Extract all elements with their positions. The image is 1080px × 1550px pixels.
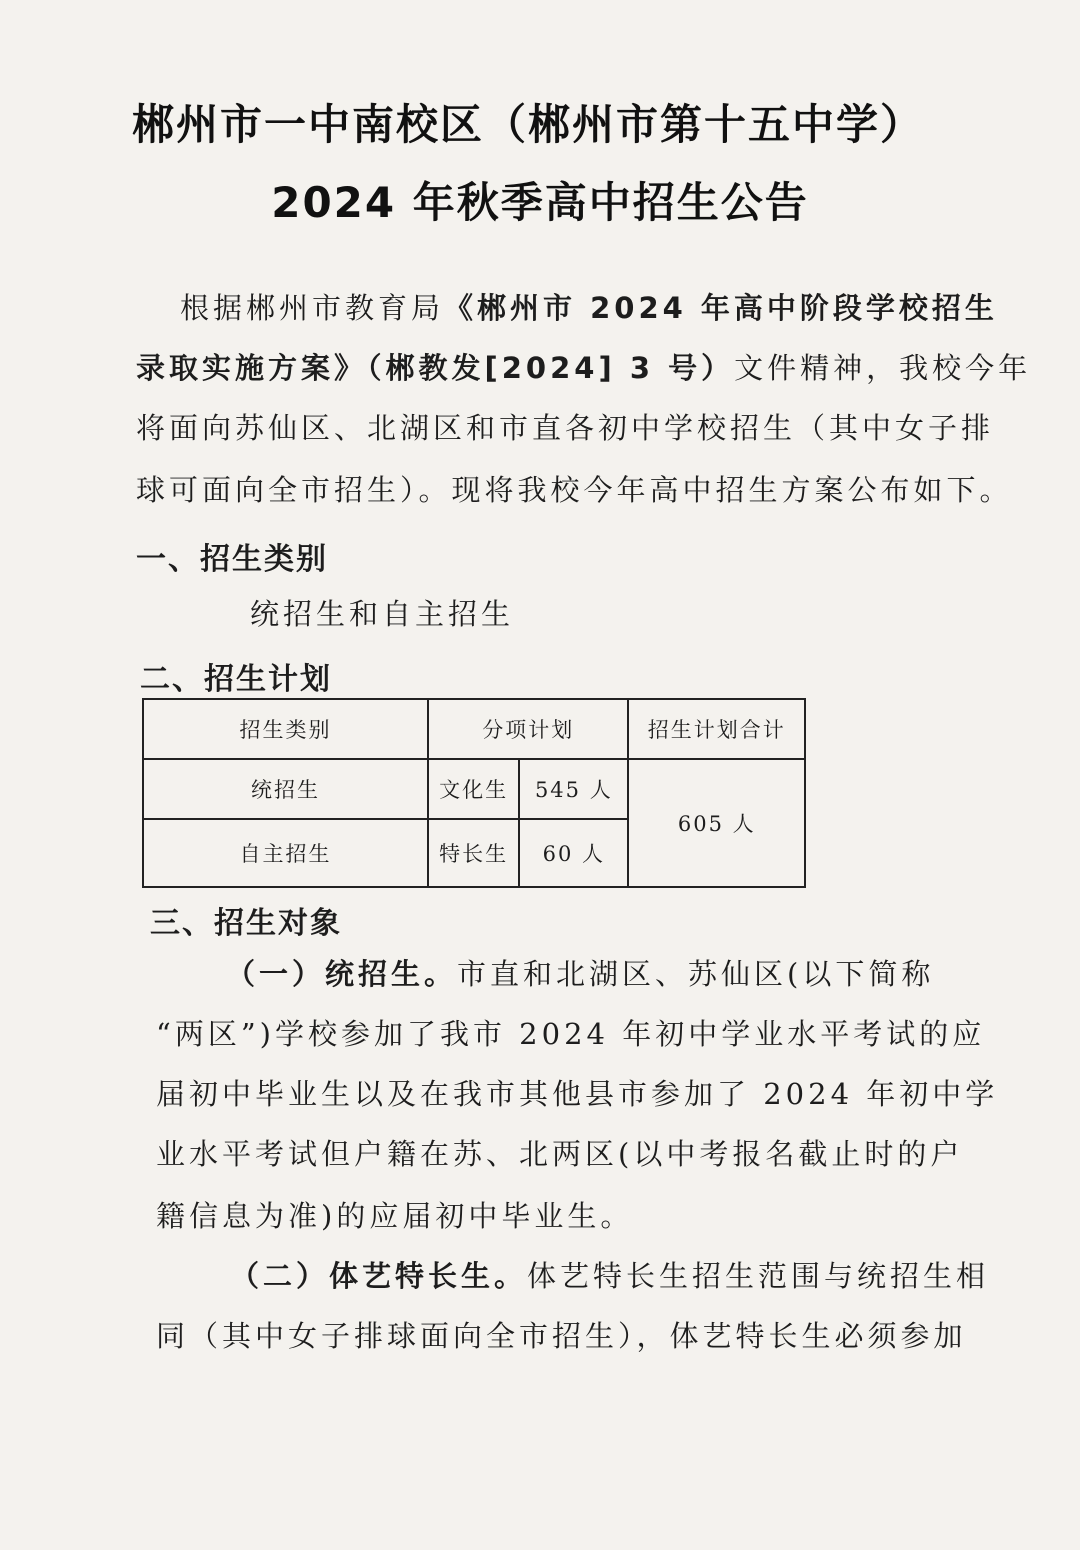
intro-text: 根据郴州市教育局 — [180, 291, 445, 325]
intro-line-3: 将面向苏仙区、北湖区和市直各初中学校招生（其中女子排 — [136, 411, 995, 445]
table-row — [143, 759, 805, 819]
targets-p1-line-5: 籍信息为准)的应届初中毕业生。 — [156, 1199, 634, 1233]
section-body-categories: 统招生和自主招生 — [250, 597, 515, 631]
table-header-cell: 招生计划合计 — [628, 699, 805, 759]
targets-p1-line-1 — [226, 954, 934, 994]
intro-line-2 — [136, 348, 1031, 388]
table-cell-total: 605 人 — [628, 759, 805, 887]
table-cell-count: 60 人 — [519, 819, 628, 887]
targets-p2-line-1 — [230, 1256, 989, 1296]
intro-line-1 — [180, 288, 998, 328]
section-heading-plan: 二、招生计划 — [140, 662, 332, 697]
targets-p1-line-2: “两区”)学校参加了我市 2024 年初中学业水平考试的应 — [156, 1017, 986, 1051]
paragraph-text: 市直和北湖区、苏仙区(以下简称 — [457, 957, 935, 991]
document-title-line1: 郴州市一中南校区（郴州市第十五中学） — [131, 100, 924, 149]
enrollment-plan-table — [142, 698, 806, 888]
table-cell-sub: 文化生 — [428, 759, 519, 819]
targets-p1-line-4: 业水平考试但户籍在苏、北两区(以中考报名截止时的户 — [156, 1137, 964, 1171]
targets-p2-line-2: 同（其中女子排球面向全市招生），体艺特长生必须参加 — [156, 1319, 967, 1353]
table-cell-count: 545 人 — [519, 759, 628, 819]
table-cell-sub: 特长生 — [428, 819, 519, 887]
document-title-line2: 2024 年秋季高中招生公告 — [271, 178, 809, 227]
intro-text: 文件精神，我校今年 — [734, 351, 1032, 385]
table-cell-category: 统招生 — [143, 759, 428, 819]
document-reference: 《郴州市 2024 年高中阶段学校招生 — [444, 291, 998, 325]
intro-line-4: 球可面向全市招生）。现将我校今年高中招生方案公布如下。 — [136, 473, 1013, 507]
table-header-cell: 招生类别 — [143, 699, 428, 759]
table-header-row — [143, 699, 805, 759]
paragraph-text: 体艺特长生招生范围与统招生相 — [527, 1259, 990, 1293]
subsection-label: （二）体艺特长生。 — [230, 1259, 528, 1293]
section-heading-targets: 三、招生对象 — [150, 906, 342, 941]
table-header-cell: 分项计划 — [428, 699, 629, 759]
section-heading-categories: 一、招生类别 — [136, 542, 328, 577]
subsection-label: （一）统招生。 — [226, 957, 458, 991]
document-reference: 录取实施方案》（郴教发[2024] 3 号） — [136, 351, 735, 385]
table-cell-category: 自主招生 — [143, 819, 428, 887]
targets-p1-line-3: 届初中毕业生以及在我市其他县市参加了 2024 年初中学 — [156, 1077, 999, 1111]
